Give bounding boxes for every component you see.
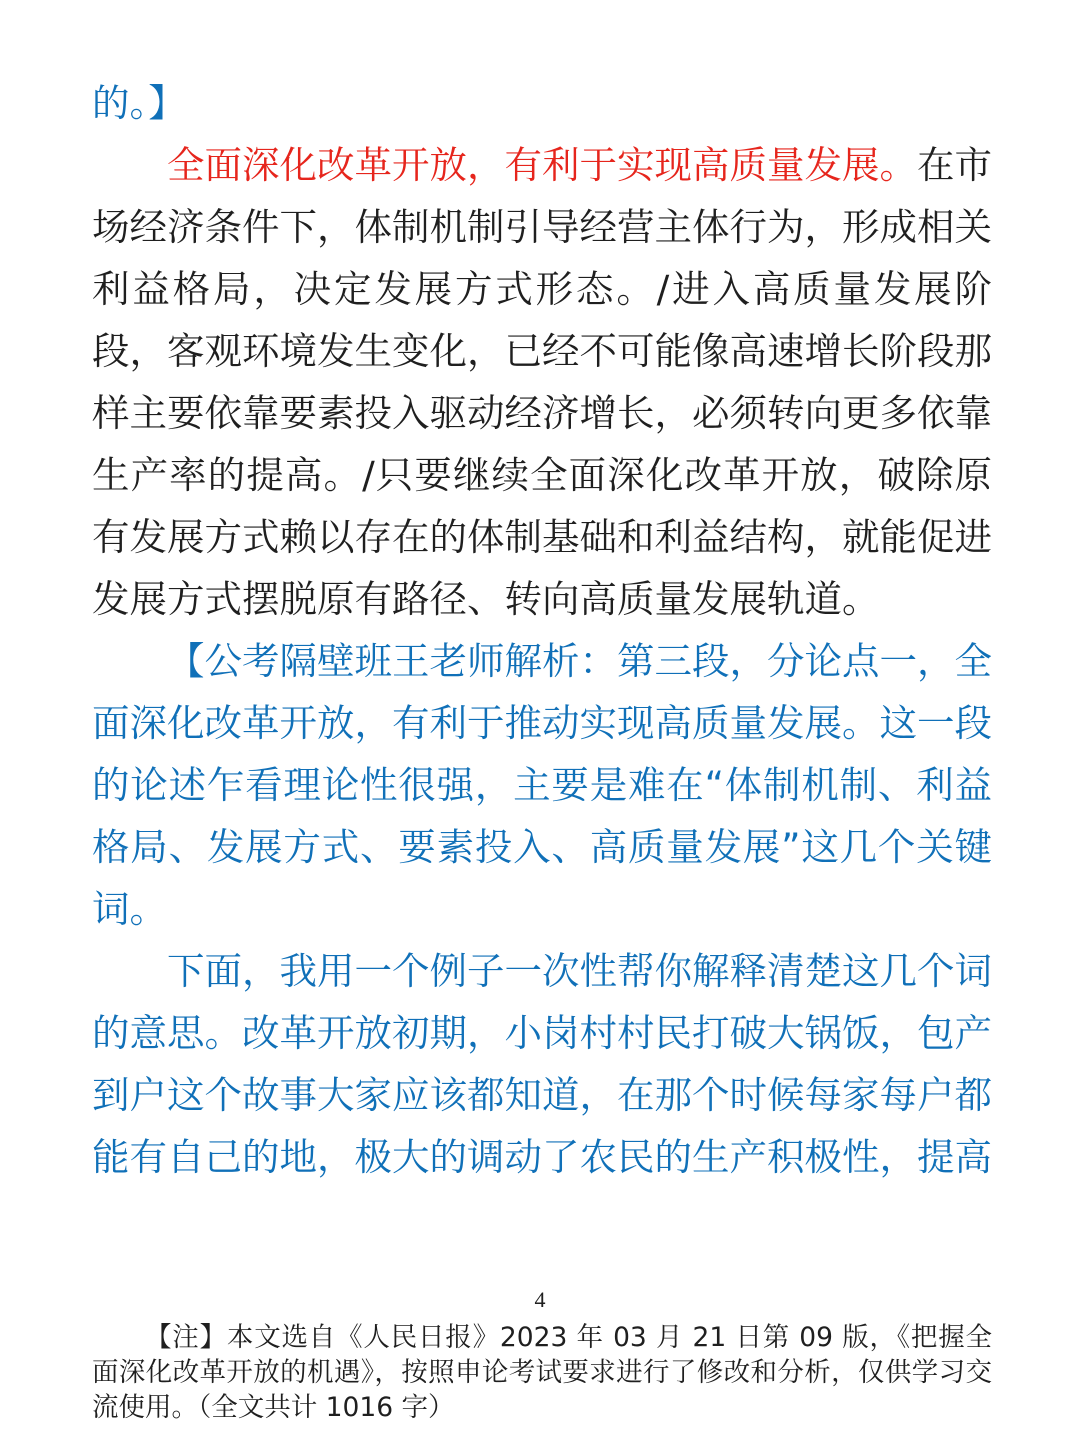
page-number: 4 <box>534 1287 546 1312</box>
main-paragraph <box>92 134 992 630</box>
teacher-analysis-paragraph: 【公考隔壁班王老师解析：第三段，分论点一，全面深化改革开放，有利于推动实现高质量发展。这一段的论述乍看理论性很强，主要是难在“体制机制、利益格局、发展方式、要素投入、高质量发展”这几个关键词。 <box>92 639 992 931</box>
carryover-annotation-line: 的。】 <box>92 81 186 125</box>
example-paragraph: 下面，我用一个例子一次性帮你解释清楚这几个词的意思。改革开放初期，小岗村村民打破大锅饭，包产到户这个故事大家应该都知道，在那个时候每家每户都能有自己的地，极大的调动了农民的生产积极性，提高 <box>92 949 992 1179</box>
main-paragraph-text: 在市场经济条件下，体制机制引导经营主体行为，形成相关利益格局，决定发展方式形态。/进入高质量发展阶段，客观环境发生变化，已经不可能像高速增长阶段那样主要依靠要素投入驱动经济增长，必须转向更多依靠生产率的提高。/只要继续全面深化改革开放，破除原有发展方式赖以存在的体制基础和利益结构，就能促进发展方式摆脱原有路径、转向高质量发展轨道。 <box>92 143 992 621</box>
source-footnote: 【注】本文选自《人民日报》2023 年 03 月 21 日第 09 版，《把握全面深化改革开放的机遇》，按照申论考试要求进行了修改和分析，仅供学习交流使用。（全文共计 1016 字） <box>92 1322 992 1423</box>
thesis-highlight-text: 全面深化改革开放，有利于实现高质量发展。 <box>167 143 917 187</box>
